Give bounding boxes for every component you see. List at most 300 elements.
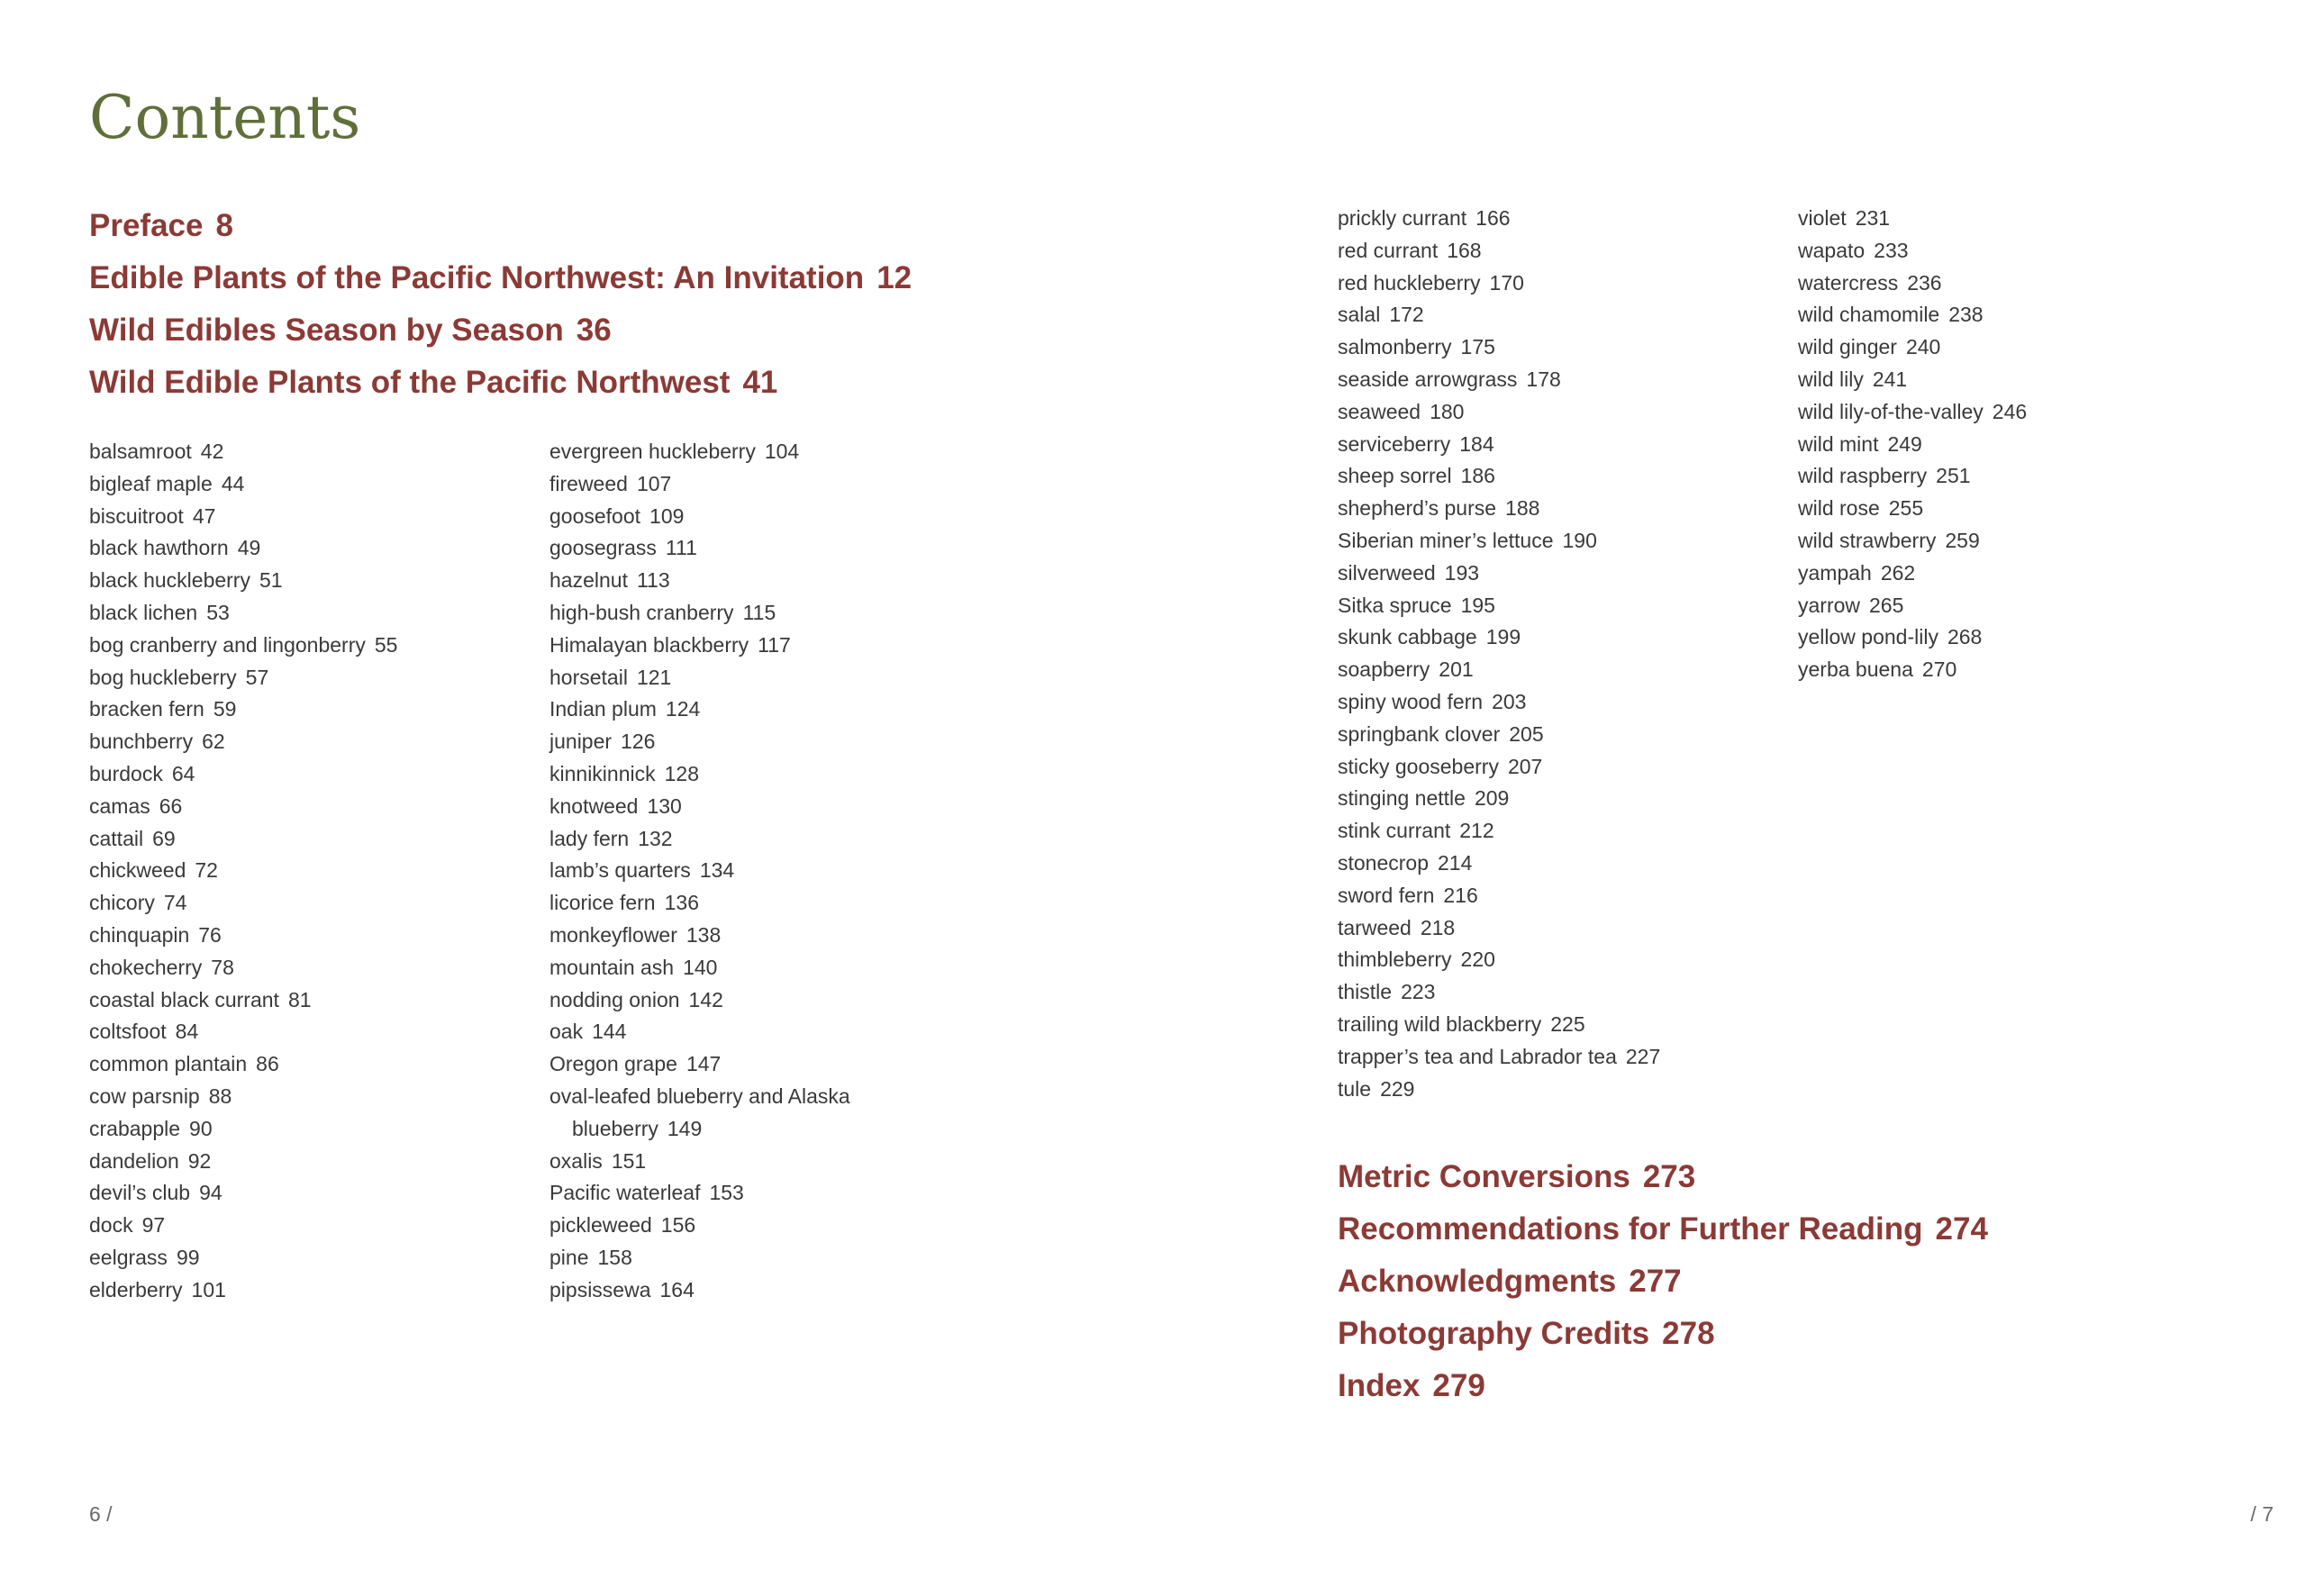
plant-name: pipsissewa bbox=[549, 1277, 651, 1301]
toc-plant-entry[interactable] bbox=[1798, 525, 2027, 558]
plant-name: evergreen huckleberry bbox=[549, 440, 756, 463]
plant-name: tule bbox=[1338, 1076, 1372, 1101]
section-page-number: 12 bbox=[876, 260, 912, 295]
plant-list-column-2 bbox=[549, 436, 887, 1307]
plant-name: stonecrop bbox=[1338, 850, 1430, 875]
plant-page-number: 99 bbox=[176, 1245, 200, 1269]
section-page-number: 8 bbox=[215, 208, 233, 243]
plant-list-column-1 bbox=[89, 436, 397, 1307]
plant-name: pickleweed bbox=[549, 1213, 652, 1238]
plant-page-number: 262 bbox=[1880, 560, 1916, 585]
plant-name: Siberian miner’s lettuce bbox=[1338, 528, 1554, 552]
plant-name: dandelion bbox=[89, 1148, 179, 1173]
plant-page-number: 62 bbox=[202, 730, 225, 754]
plant-page-number: 223 bbox=[1401, 980, 1436, 1004]
plant-name: eelgrass bbox=[89, 1245, 168, 1269]
toc-plant-entry[interactable] bbox=[1338, 525, 1660, 558]
toc-plant-entry[interactable] bbox=[1338, 719, 1660, 751]
toc-plant-entry[interactable] bbox=[1798, 203, 2027, 235]
toc-plant-entry[interactable] bbox=[1798, 364, 2027, 396]
plant-page-number: 218 bbox=[1420, 915, 1456, 939]
plant-name: seaweed bbox=[1338, 399, 1421, 423]
toc-plant-entry[interactable] bbox=[89, 436, 397, 468]
plant-name: springbank clover bbox=[1338, 721, 1501, 746]
toc-section-entry[interactable] bbox=[1338, 1151, 1988, 1203]
plant-name: thistle bbox=[1338, 980, 1393, 1004]
toc-plant-entry[interactable] bbox=[1338, 621, 1660, 654]
plant-page-number: 126 bbox=[621, 730, 656, 754]
plant-page-number: 178 bbox=[1526, 367, 1561, 391]
plant-page-number: 42 bbox=[200, 440, 224, 463]
toc-plant-entry[interactable] bbox=[549, 1177, 887, 1210]
toc-plant-entry[interactable] bbox=[1798, 493, 2027, 525]
plant-name: Pacific waterleaf bbox=[549, 1181, 701, 1205]
plant-name: licorice fern bbox=[549, 891, 656, 915]
plant-page-number: 236 bbox=[1907, 270, 1942, 295]
toc-plant-entry[interactable] bbox=[1798, 331, 2027, 364]
toc-section-entry[interactable] bbox=[1338, 1256, 1988, 1308]
plant-page-number: 117 bbox=[758, 632, 791, 657]
plant-page-number: 158 bbox=[597, 1245, 632, 1269]
plant-name: silverweed bbox=[1338, 560, 1436, 585]
toc-plant-entry[interactable] bbox=[1338, 590, 1660, 622]
toc-plant-entry[interactable] bbox=[549, 694, 887, 726]
toc-plant-entry[interactable] bbox=[549, 532, 887, 565]
plant-page-number: 209 bbox=[1474, 786, 1510, 811]
plant-name: tarweed bbox=[1338, 915, 1412, 939]
plant-page-number: 124 bbox=[665, 697, 701, 721]
toc-plant-entry[interactable] bbox=[1338, 783, 1660, 815]
back-matter-sections-list bbox=[1338, 1151, 1988, 1412]
toc-plant-entry[interactable] bbox=[89, 1210, 397, 1242]
folio-left: 6 / bbox=[89, 1502, 113, 1526]
plant-page-number: 246 bbox=[1992, 399, 2028, 423]
plant-page-number: 130 bbox=[647, 793, 682, 818]
toc-plant-entry[interactable] bbox=[89, 1274, 397, 1307]
section-page-number: 274 bbox=[1935, 1211, 1988, 1247]
plant-name: balsamroot bbox=[89, 440, 192, 463]
section-title: Photography Credits bbox=[1338, 1316, 1650, 1351]
plant-page-number: 193 bbox=[1444, 560, 1480, 585]
toc-plant-entry[interactable] bbox=[549, 468, 887, 501]
toc-plant-entry[interactable] bbox=[549, 501, 887, 533]
toc-plant-entry[interactable] bbox=[1338, 460, 1660, 493]
toc-plant-entry[interactable] bbox=[89, 1146, 397, 1178]
toc-plant-entry[interactable] bbox=[89, 1081, 397, 1113]
plant-page-number: 164 bbox=[659, 1277, 695, 1301]
toc-plant-entry[interactable] bbox=[1798, 460, 2027, 493]
plant-name: wild ginger bbox=[1798, 335, 1897, 359]
plant-page-number: 90 bbox=[189, 1116, 213, 1140]
plant-name: goosegrass bbox=[549, 536, 657, 560]
plant-name: elderberry bbox=[89, 1277, 183, 1301]
plant-page-number: 88 bbox=[208, 1084, 232, 1108]
plant-name: monkeyflower bbox=[549, 922, 677, 947]
plant-page-number: 265 bbox=[1869, 593, 1904, 617]
plant-page-number: 81 bbox=[287, 987, 312, 1011]
plant-page-number: 225 bbox=[1550, 1011, 1585, 1036]
plant-name: bracken fern bbox=[89, 697, 204, 721]
section-title: Wild Edible Plants of the Pacific Northwest bbox=[89, 365, 731, 400]
plant-name: sword fern bbox=[1338, 883, 1435, 907]
plant-name: thimbleberry bbox=[1338, 948, 1452, 972]
plant-page-number: 64 bbox=[171, 761, 195, 785]
toc-plant-entry[interactable] bbox=[1338, 751, 1660, 784]
toc-plant-entry[interactable] bbox=[89, 501, 397, 533]
plant-name: soapberry bbox=[1338, 657, 1430, 682]
plant-page-number: 51 bbox=[259, 568, 283, 593]
toc-section-entry[interactable] bbox=[89, 200, 912, 252]
main-sections-list bbox=[89, 200, 912, 409]
toc-plant-entry[interactable] bbox=[1798, 235, 2027, 268]
plant-name: oval-leafed blueberry and Alaska blueberry bbox=[549, 1084, 850, 1140]
toc-plant-entry[interactable] bbox=[89, 662, 397, 694]
toc-plant-entry[interactable] bbox=[89, 920, 397, 952]
plant-list-column-4 bbox=[1798, 203, 2027, 686]
plant-name: lady fern bbox=[549, 826, 630, 850]
plant-name: wild raspberry bbox=[1798, 464, 1928, 488]
plant-name: chokecherry bbox=[89, 955, 203, 979]
toc-plant-entry[interactable] bbox=[1338, 880, 1660, 912]
plant-name: Oregon grape bbox=[549, 1052, 677, 1076]
plant-name: bog huckleberry bbox=[89, 665, 237, 689]
plant-page-number: 180 bbox=[1430, 399, 1465, 423]
plant-page-number: 59 bbox=[213, 697, 237, 721]
plant-name: bunchberry bbox=[89, 730, 194, 754]
plant-page-number: 249 bbox=[1887, 431, 1922, 456]
plant-name: burdock bbox=[89, 761, 163, 785]
toc-plant-entry[interactable] bbox=[89, 1048, 397, 1081]
plant-page-number: 166 bbox=[1475, 206, 1511, 230]
plant-name: dock bbox=[89, 1213, 133, 1238]
plant-page-number: 97 bbox=[141, 1213, 166, 1238]
plant-name: crabapple bbox=[89, 1116, 181, 1140]
toc-plant-entry[interactable] bbox=[549, 855, 887, 887]
toc-plant-entry[interactable] bbox=[1338, 558, 1660, 590]
plant-name: stink currant bbox=[1338, 819, 1451, 843]
toc-plant-entry[interactable] bbox=[1798, 621, 2027, 654]
plant-page-number: 229 bbox=[1380, 1076, 1415, 1101]
toc-plant-entry[interactable] bbox=[549, 1081, 887, 1146]
plant-name: violet bbox=[1798, 206, 1847, 230]
plant-page-number: 199 bbox=[1485, 625, 1521, 649]
plant-name: oak bbox=[549, 1020, 584, 1044]
plant-page-number: 69 bbox=[152, 826, 176, 850]
plant-name: coltsfoot bbox=[89, 1020, 167, 1044]
plant-page-number: 172 bbox=[1389, 303, 1424, 327]
section-title: Wild Edibles Season by Season bbox=[89, 313, 564, 348]
plant-page-number: 76 bbox=[198, 922, 222, 947]
plant-name: yerba buena bbox=[1798, 657, 1913, 682]
plant-page-number: 49 bbox=[237, 536, 261, 560]
plant-name: cattail bbox=[89, 826, 144, 850]
plant-name: coastal black currant bbox=[89, 987, 279, 1011]
plant-page-number: 147 bbox=[685, 1052, 722, 1076]
toc-plant-entry[interactable] bbox=[549, 662, 887, 694]
plant-name: horsetail bbox=[549, 665, 628, 689]
toc-section-entry[interactable] bbox=[1338, 1203, 1988, 1256]
plant-name: oxalis bbox=[549, 1148, 603, 1173]
toc-plant-entry[interactable] bbox=[549, 630, 887, 662]
toc-plant-entry[interactable] bbox=[89, 1016, 397, 1048]
plant-name: skunk cabbage bbox=[1338, 625, 1477, 649]
toc-plant-entry[interactable] bbox=[1338, 944, 1660, 976]
plant-page-number: 74 bbox=[163, 891, 187, 915]
section-title: Acknowledgments bbox=[1338, 1264, 1617, 1299]
toc-section-entry[interactable] bbox=[1338, 1308, 1988, 1360]
plant-name: knotweed bbox=[549, 793, 639, 818]
plant-name: seaside arrowgrass bbox=[1338, 367, 1518, 391]
toc-plant-entry[interactable] bbox=[89, 630, 397, 662]
plant-page-number: 212 bbox=[1459, 819, 1494, 843]
plant-name: trailing wild blackberry bbox=[1338, 1011, 1542, 1036]
plant-name: high-bush cranberry bbox=[549, 600, 734, 624]
toc-plant-entry[interactable] bbox=[549, 565, 887, 597]
plant-page-number: 121 bbox=[636, 665, 672, 689]
toc-plant-entry[interactable] bbox=[549, 1242, 887, 1274]
toc-plant-entry[interactable] bbox=[89, 532, 397, 565]
plant-page-number: 128 bbox=[664, 761, 699, 785]
plant-page-number: 138 bbox=[685, 922, 722, 947]
plant-page-number: 168 bbox=[1447, 238, 1482, 262]
plant-name: common plantain bbox=[89, 1052, 248, 1076]
section-title: Preface bbox=[89, 208, 204, 243]
plant-page-number: 149 bbox=[667, 1116, 703, 1140]
toc-plant-entry[interactable] bbox=[1338, 235, 1660, 268]
plant-page-number: 184 bbox=[1459, 431, 1494, 456]
plant-page-number: 227 bbox=[1625, 1044, 1661, 1068]
plant-page-number: 104 bbox=[764, 440, 800, 463]
toc-plant-entry[interactable] bbox=[549, 1016, 887, 1048]
plant-page-number: 86 bbox=[256, 1052, 279, 1076]
plant-page-number: 216 bbox=[1443, 883, 1478, 907]
plant-page-number: 238 bbox=[1948, 303, 1984, 327]
toc-plant-entry[interactable] bbox=[89, 726, 397, 758]
toc-plant-entry[interactable] bbox=[89, 694, 397, 726]
plant-page-number: 113 bbox=[636, 568, 670, 593]
plant-name: devil’s club bbox=[89, 1181, 191, 1205]
toc-plant-entry[interactable] bbox=[549, 436, 887, 468]
plant-page-number: 190 bbox=[1562, 528, 1597, 552]
toc-plant-entry[interactable] bbox=[1798, 429, 2027, 461]
plant-page-number: 259 bbox=[1945, 528, 1980, 552]
plant-page-number: 92 bbox=[187, 1148, 212, 1173]
section-page-number: 277 bbox=[1629, 1264, 1682, 1299]
section-title: Metric Conversions bbox=[1338, 1159, 1630, 1194]
plant-page-number: 153 bbox=[709, 1181, 744, 1205]
toc-plant-entry[interactable] bbox=[1798, 654, 2027, 686]
plant-page-number: 44 bbox=[221, 471, 245, 495]
plant-name: sheep sorrel bbox=[1338, 464, 1452, 488]
toc-plant-entry[interactable] bbox=[1338, 1041, 1660, 1074]
toc-plant-entry[interactable] bbox=[549, 597, 887, 630]
toc-plant-entry[interactable] bbox=[549, 1048, 887, 1081]
plant-name: yampah bbox=[1798, 560, 1872, 585]
plant-name: kinnikinnick bbox=[549, 761, 656, 785]
toc-plant-entry[interactable] bbox=[549, 984, 887, 1017]
plant-page-number: 233 bbox=[1874, 238, 1909, 262]
toc-section-entry[interactable] bbox=[89, 252, 912, 304]
plant-name: black huckleberry bbox=[89, 568, 250, 593]
plant-name: fireweed bbox=[549, 471, 628, 495]
plant-page-number: 170 bbox=[1489, 270, 1524, 295]
toc-plant-entry[interactable] bbox=[1338, 268, 1660, 300]
toc-plant-entry[interactable] bbox=[89, 758, 397, 791]
toc-plant-entry[interactable] bbox=[1338, 331, 1660, 364]
plant-page-number: 151 bbox=[611, 1148, 647, 1173]
plant-name: bigleaf maple bbox=[89, 471, 213, 495]
toc-plant-entry[interactable] bbox=[549, 920, 887, 952]
toc-plant-entry[interactable] bbox=[1338, 848, 1660, 880]
plant-page-number: 144 bbox=[592, 1020, 627, 1044]
plant-name: wapato bbox=[1798, 238, 1866, 262]
plant-page-number: 78 bbox=[211, 955, 234, 979]
plant-page-number: 240 bbox=[1905, 335, 1941, 359]
toc-plant-entry[interactable] bbox=[549, 1274, 887, 1307]
toc-plant-entry[interactable] bbox=[89, 791, 397, 823]
plant-page-number: 134 bbox=[699, 858, 735, 883]
plant-name: Himalayan blackberry bbox=[549, 632, 749, 657]
plant-page-number: 47 bbox=[192, 503, 216, 528]
toc-plant-entry[interactable] bbox=[89, 1242, 397, 1274]
toc-plant-entry[interactable] bbox=[1338, 912, 1660, 945]
plant-page-number: 201 bbox=[1439, 657, 1474, 682]
toc-plant-entry[interactable] bbox=[1798, 558, 2027, 590]
toc-plant-entry[interactable] bbox=[1338, 815, 1660, 848]
plant-page-number: 94 bbox=[199, 1181, 222, 1205]
plant-page-number: 220 bbox=[1460, 948, 1495, 972]
toc-plant-entry[interactable] bbox=[549, 887, 887, 920]
plant-page-number: 142 bbox=[688, 987, 723, 1011]
plant-name: watercress bbox=[1798, 270, 1899, 295]
plant-page-number: 136 bbox=[664, 891, 699, 915]
toc-plant-entry[interactable] bbox=[1798, 299, 2027, 331]
toc-plant-entry[interactable] bbox=[549, 791, 887, 823]
plant-name: mountain ash bbox=[549, 955, 675, 979]
plant-list-column-3 bbox=[1338, 203, 1660, 1105]
plant-name: spiny wood fern bbox=[1338, 689, 1484, 713]
plant-name: goosefoot bbox=[549, 503, 641, 528]
toc-plant-entry[interactable] bbox=[89, 952, 397, 984]
plant-page-number: 255 bbox=[1888, 496, 1924, 521]
toc-plant-entry[interactable] bbox=[1338, 1074, 1660, 1106]
toc-plant-entry[interactable] bbox=[1338, 429, 1660, 461]
toc-plant-entry[interactable] bbox=[1338, 686, 1660, 719]
plant-name: lamb’s quarters bbox=[549, 858, 691, 883]
plant-page-number: 132 bbox=[638, 826, 673, 850]
plant-page-number: 214 bbox=[1438, 850, 1473, 875]
plant-name: hazelnut bbox=[549, 568, 628, 593]
plant-name: yarrow bbox=[1798, 593, 1861, 617]
plant-name: wild mint bbox=[1798, 431, 1879, 456]
toc-plant-entry[interactable] bbox=[89, 1177, 397, 1210]
plant-name: pine bbox=[549, 1245, 589, 1269]
plant-name: salal bbox=[1338, 303, 1381, 327]
section-title: Index bbox=[1338, 1368, 1421, 1403]
toc-plant-entry[interactable] bbox=[1338, 203, 1660, 235]
toc-plant-entry[interactable] bbox=[549, 1146, 887, 1178]
plant-page-number: 55 bbox=[374, 632, 398, 657]
plant-page-number: 207 bbox=[1507, 754, 1543, 778]
plant-name: wild strawberry bbox=[1798, 528, 1937, 552]
toc-plant-entry[interactable] bbox=[1338, 299, 1660, 331]
plant-page-number: 57 bbox=[245, 665, 269, 689]
plant-page-number: 203 bbox=[1492, 689, 1527, 713]
toc-plant-entry[interactable] bbox=[1338, 654, 1660, 686]
toc-plant-entry[interactable] bbox=[89, 823, 397, 856]
plant-page-number: 115 bbox=[742, 600, 776, 624]
plant-name: wild lily-of-the-valley bbox=[1798, 399, 1984, 423]
toc-plant-entry[interactable] bbox=[1338, 364, 1660, 396]
plant-name: chinquapin bbox=[89, 922, 190, 947]
plant-page-number: 175 bbox=[1460, 335, 1495, 359]
plant-name: wild rose bbox=[1798, 496, 1880, 521]
toc-plant-entry[interactable] bbox=[89, 887, 397, 920]
plant-name: salmonberry bbox=[1338, 335, 1452, 359]
section-page-number: 278 bbox=[1662, 1316, 1715, 1351]
plant-page-number: 140 bbox=[683, 955, 718, 979]
toc-plant-entry[interactable] bbox=[549, 726, 887, 758]
plant-page-number: 66 bbox=[159, 793, 183, 818]
toc-plant-entry[interactable] bbox=[1798, 396, 2027, 429]
toc-plant-entry[interactable] bbox=[89, 855, 397, 887]
plant-page-number: 107 bbox=[636, 471, 672, 495]
plant-name: juniper bbox=[549, 730, 613, 754]
toc-plant-entry[interactable] bbox=[1338, 976, 1660, 1009]
toc-plant-entry[interactable] bbox=[89, 565, 397, 597]
plant-name: nodding onion bbox=[549, 987, 680, 1011]
toc-plant-entry[interactable] bbox=[549, 1210, 887, 1242]
toc-plant-entry[interactable] bbox=[89, 984, 397, 1017]
plant-page-number: 156 bbox=[660, 1213, 696, 1238]
toc-plant-entry[interactable] bbox=[1798, 268, 2027, 300]
plant-page-number: 241 bbox=[1872, 367, 1908, 391]
plant-page-number: 101 bbox=[191, 1277, 226, 1301]
toc-plant-entry[interactable] bbox=[89, 1113, 397, 1146]
toc-section-entry[interactable] bbox=[89, 304, 912, 357]
plant-name: chickweed bbox=[89, 858, 186, 883]
plant-page-number: 270 bbox=[1921, 657, 1957, 682]
toc-plant-entry[interactable] bbox=[549, 823, 887, 856]
plant-page-number: 251 bbox=[1936, 464, 1971, 488]
toc-plant-entry[interactable] bbox=[549, 758, 887, 791]
plant-name: camas bbox=[89, 793, 150, 818]
toc-plant-entry[interactable] bbox=[89, 597, 397, 630]
plant-name: prickly currant bbox=[1338, 206, 1467, 230]
toc-plant-entry[interactable] bbox=[1338, 1009, 1660, 1041]
plant-name: wild chamomile bbox=[1798, 303, 1940, 327]
toc-plant-entry[interactable] bbox=[1338, 396, 1660, 429]
plant-page-number: 268 bbox=[1947, 625, 1983, 649]
plant-page-number: 111 bbox=[665, 536, 697, 560]
plant-name: sticky gooseberry bbox=[1338, 754, 1499, 778]
plant-page-number: 231 bbox=[1855, 206, 1891, 230]
section-page-number: 36 bbox=[576, 313, 612, 348]
toc-plant-entry[interactable] bbox=[549, 952, 887, 984]
toc-plant-entry[interactable] bbox=[1798, 590, 2027, 622]
section-page-number: 273 bbox=[1642, 1159, 1696, 1194]
plant-page-number: 84 bbox=[175, 1020, 199, 1044]
toc-plant-entry[interactable] bbox=[1338, 493, 1660, 525]
toc-section-entry[interactable] bbox=[1338, 1360, 1988, 1412]
toc-plant-entry[interactable] bbox=[89, 468, 397, 501]
plant-name: trapper’s tea and Labrador tea bbox=[1338, 1044, 1617, 1068]
plant-name: Sitka spruce bbox=[1338, 593, 1452, 617]
plant-page-number: 195 bbox=[1460, 593, 1495, 617]
plant-page-number: 53 bbox=[206, 600, 230, 624]
toc-section-entry[interactable] bbox=[89, 357, 912, 409]
section-page-number: 41 bbox=[742, 365, 778, 400]
